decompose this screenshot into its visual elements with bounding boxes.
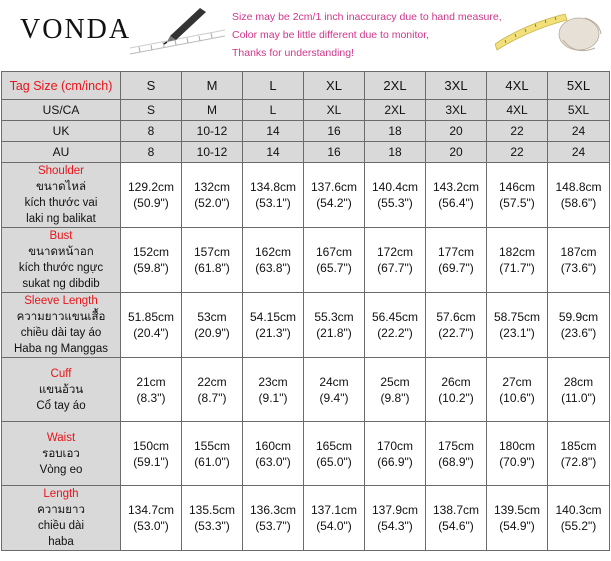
measure-cell: [121, 422, 182, 486]
cm-value: 180cm: [498, 438, 536, 453]
inch-value: (61.8"): [194, 261, 230, 275]
notice-line: Color may be little different due to monitor,: [232, 29, 430, 41]
cm-value: 58.75cm: [493, 310, 541, 324]
table-cell: 22: [487, 142, 548, 163]
measure-label: [2, 163, 121, 228]
measure-label-line: chiều dài: [37, 520, 85, 532]
measure-cell: [426, 486, 487, 551]
measure-label-line: Cổ tay áo: [36, 399, 86, 412]
measure-cell: [243, 486, 304, 551]
cm-value: 25cm: [380, 374, 410, 389]
table-cell: 5XL: [548, 100, 610, 121]
inch-value: (55.3"): [377, 196, 413, 210]
measure-label-line: sukat ng dibdib: [22, 278, 100, 290]
measure-label-line: laki ng balikat: [26, 213, 96, 225]
table-cell: 8: [121, 121, 182, 142]
sleeve-length-row: [2, 293, 610, 358]
inch-value: (54.3"): [377, 519, 413, 533]
inch-value: (59.8"): [133, 261, 169, 275]
table-cell: 14: [243, 121, 304, 142]
bust-row: [2, 228, 610, 293]
measure-cell: [365, 486, 426, 551]
size-header-cell: L: [243, 72, 304, 100]
table-cell: 10-12: [182, 142, 243, 163]
measure-cell: [304, 422, 365, 486]
size-header-cell: XL: [304, 72, 365, 100]
inch-value: (68.9"): [438, 454, 474, 469]
row-label: UK: [2, 121, 121, 142]
cm-value: 21cm: [136, 374, 166, 389]
measure-cell: [426, 293, 487, 358]
cm-value: 134.7cm: [127, 503, 175, 517]
us-ca-row: [2, 100, 610, 121]
measure-label: [2, 293, 121, 358]
cm-value: 139.5cm: [493, 503, 541, 517]
cm-value: 140.3cm: [555, 503, 602, 517]
cm-value: 22cm: [197, 374, 227, 389]
measure-label-en: Sleeve Length: [24, 295, 98, 307]
cm-value: 157cm: [193, 245, 231, 259]
measure-cell: [182, 293, 243, 358]
measure-cell: [182, 486, 243, 551]
inch-value: (65.0"): [316, 454, 352, 469]
measure-cell: [304, 358, 365, 422]
row-label: AU: [2, 142, 121, 163]
cm-value: 162cm: [254, 245, 292, 259]
measure-cell: [121, 228, 182, 293]
cm-value: 135.5cm: [188, 503, 236, 517]
inch-value: (21.8"): [316, 326, 352, 340]
pen-ruler-icon: [130, 6, 230, 56]
size-header-cell: 2XL: [365, 72, 426, 100]
measure-cell: [182, 163, 243, 228]
measure-cell: [365, 163, 426, 228]
cm-value: 182cm: [498, 245, 536, 259]
measure-label-line: kích thước vai: [24, 197, 98, 209]
measure-cell: [487, 228, 548, 293]
inch-value: (56.4"): [438, 196, 474, 210]
measure-cell: [182, 422, 243, 486]
inch-value: (20.9"): [194, 326, 230, 340]
measure-label-en: Length: [43, 488, 79, 500]
cm-value: 134.8cm: [249, 180, 297, 194]
cm-value: 24cm: [319, 374, 349, 389]
measure-label: [2, 358, 121, 422]
inch-value: (22.7"): [438, 326, 474, 340]
inch-value: (8.3"): [136, 390, 166, 405]
inch-value: (22.2"): [377, 326, 413, 340]
table-cell: S: [121, 100, 182, 121]
cm-value: 148.8cm: [555, 180, 602, 194]
table-cell: 2XL: [365, 100, 426, 121]
inch-value: (9.8"): [380, 390, 410, 405]
cm-value: 59.9cm: [558, 310, 599, 324]
measure-label-line: Vòng eo: [39, 463, 83, 476]
measure-cell: [426, 228, 487, 293]
measure-cell: [426, 163, 487, 228]
size-header-cell: M: [182, 72, 243, 100]
inch-value: (63.0"): [255, 454, 291, 469]
inch-value: (65.7"): [316, 261, 352, 275]
measure-label-en: Shoulder: [37, 165, 85, 177]
measure-cell: [487, 163, 548, 228]
measure-cell: [365, 358, 426, 422]
cm-value: 23cm: [258, 374, 288, 389]
notice-line: Size may be 2cm/1 inch inaccuracy due to hand measure,: [232, 11, 502, 23]
measure-cell: [548, 422, 610, 486]
cm-value: 28cm: [563, 374, 594, 389]
inch-value: (52.0"): [194, 196, 230, 210]
size-header-cell: S: [121, 72, 182, 100]
table-cell: 24: [548, 121, 610, 142]
cm-value: 165cm: [315, 438, 353, 453]
inch-value: (71.7"): [499, 261, 535, 275]
cm-value: 137.6cm: [310, 180, 358, 194]
inch-value: (73.6"): [560, 261, 597, 275]
inch-value: (58.6"): [560, 196, 597, 210]
cm-value: 138.7cm: [432, 503, 480, 517]
inch-value: (59.1"): [133, 454, 169, 469]
inch-value: (20.4"): [133, 326, 169, 340]
table-cell: 24: [548, 142, 610, 163]
measure-cell: [487, 486, 548, 551]
inch-value: (54.0"): [316, 519, 352, 533]
inch-value: (50.9"): [133, 196, 169, 210]
inch-value: (10.2"): [438, 390, 474, 405]
measure-cell: [304, 486, 365, 551]
measure-cell: [304, 293, 365, 358]
inch-value: (21.3"): [255, 326, 291, 340]
measure-label: [2, 228, 121, 293]
cm-value: 143.2cm: [432, 180, 480, 194]
measure-label-line: ความยาวแขนเสื้อ: [16, 311, 106, 323]
cm-value: 140.4cm: [371, 180, 419, 194]
cm-value: 152cm: [132, 245, 170, 259]
measure-label-en: Bust: [49, 230, 73, 242]
cuff-row: [2, 358, 610, 422]
inch-value: (66.9"): [377, 454, 413, 469]
measure-cell: [304, 228, 365, 293]
table-cell: 8: [121, 142, 182, 163]
cm-value: 129.2cm: [127, 180, 175, 194]
measure-cell: [548, 228, 610, 293]
inch-value: (54.2"): [316, 196, 352, 210]
measure-cell: [426, 422, 487, 486]
table-cell: XL: [304, 100, 365, 121]
table-cell: 20: [426, 121, 487, 142]
measure-cell: [548, 163, 610, 228]
measure-cell: [426, 358, 487, 422]
cm-value: 167cm: [315, 245, 353, 259]
inch-value: (11.0"): [561, 390, 596, 405]
measuring-tape-icon: [495, 4, 607, 66]
measure-label-en: Waist: [46, 431, 76, 444]
cm-value: 137.1cm: [310, 503, 358, 517]
measure-cell: [121, 163, 182, 228]
measure-cell: [182, 228, 243, 293]
measure-label-line: Haba ng Manggas: [14, 343, 108, 355]
length-row: [2, 486, 610, 551]
cm-value: 53cm: [197, 310, 227, 324]
header-banner: [0, 0, 611, 70]
measure-label: [2, 422, 121, 486]
cm-value: 137.9cm: [371, 503, 419, 517]
inch-value: (55.2"): [560, 519, 597, 533]
cm-value: 56.45cm: [371, 310, 419, 324]
tag-size-label: Tag Size (cm/inch): [2, 72, 121, 100]
inch-value: (61.0"): [194, 454, 230, 469]
inch-value: (67.7"): [377, 261, 413, 275]
measure-cell: [121, 358, 182, 422]
measure-cell: [365, 228, 426, 293]
table-cell: 18: [365, 121, 426, 142]
measure-label-line: ความยาว: [37, 504, 85, 516]
measure-label-line: ขนาดหน้าอก: [28, 246, 94, 258]
size-header-cell: 5XL: [548, 72, 610, 100]
measure-label-line: แขนอ้วน: [38, 383, 84, 396]
brand-logo: VONDA: [20, 14, 132, 45]
cm-value: 57.6cm: [436, 310, 476, 324]
measure-cell: [121, 293, 182, 358]
measure-cell: [243, 422, 304, 486]
measure-cell: [365, 293, 426, 358]
measure-label-line: haba: [48, 536, 74, 548]
inch-value: (53.1"): [255, 196, 291, 210]
table-cell: 3XL: [426, 100, 487, 121]
table-cell: 20: [426, 142, 487, 163]
cm-value: 175cm: [437, 438, 475, 453]
measure-label-line: รอบเอว: [42, 447, 80, 460]
cm-value: 170cm: [376, 438, 414, 453]
measure-label-line: ขนาดไหล่: [35, 181, 87, 193]
cm-value: 132cm: [193, 180, 231, 194]
table-cell: L: [243, 100, 304, 121]
inch-value: (9.4"): [319, 390, 349, 405]
cm-value: 136.3cm: [249, 503, 297, 517]
inch-value: (57.5"): [499, 196, 535, 210]
inch-value: (70.9"): [499, 454, 535, 469]
table-cell: 4XL: [487, 100, 548, 121]
inch-value: (54.9"): [499, 519, 535, 533]
measure-cell: [365, 422, 426, 486]
measure-cell: [121, 486, 182, 551]
cm-value: 172cm: [376, 245, 414, 259]
inch-value: (72.8"): [560, 454, 597, 469]
cm-value: 185cm: [560, 438, 597, 453]
size-header-cell: 4XL: [487, 72, 548, 100]
cm-value: 54.15cm: [249, 310, 297, 324]
cm-value: 160cm: [254, 438, 292, 453]
cm-value: 146cm: [498, 180, 536, 194]
inch-value: (53.3"): [194, 519, 230, 533]
measure-cell: [548, 358, 610, 422]
measure-label-line: kích thước ngực: [18, 262, 104, 274]
uk-row: [2, 121, 610, 142]
measure-cell: [243, 228, 304, 293]
inch-value: (53.7"): [255, 519, 291, 533]
measure-cell: [304, 163, 365, 228]
notice-text: [232, 8, 502, 62]
table-cell: 10-12: [182, 121, 243, 142]
cm-value: 55.3cm: [314, 310, 354, 324]
au-row: [2, 142, 610, 163]
table-cell: 16: [304, 121, 365, 142]
size-header-cell: 3XL: [426, 72, 487, 100]
inch-value: (23.1"): [499, 326, 535, 340]
table-cell: 18: [365, 142, 426, 163]
cm-value: 155cm: [193, 438, 231, 453]
inch-value: (69.7"): [438, 261, 474, 275]
cm-value: 187cm: [560, 245, 597, 259]
table-cell: 22: [487, 121, 548, 142]
measure-cell: [243, 358, 304, 422]
cm-value: 150cm: [132, 438, 170, 453]
inch-value: (9.1"): [258, 390, 288, 405]
inch-value: (8.7"): [197, 390, 227, 405]
measure-label-en: Cuff: [50, 367, 72, 380]
shoulder-row: [2, 163, 610, 228]
inch-value: (63.8"): [255, 261, 291, 275]
measure-cell: [548, 293, 610, 358]
waist-row: [2, 422, 610, 486]
table-cell: 14: [243, 142, 304, 163]
inch-value: (54.6"): [438, 519, 474, 533]
measure-cell: [548, 486, 610, 551]
size-chart-table: [1, 71, 610, 551]
cm-value: 27cm: [502, 374, 532, 389]
table-cell: M: [182, 100, 243, 121]
measure-cell: [487, 422, 548, 486]
measure-cell: [243, 293, 304, 358]
measure-label-line: chiều dài tay áo: [20, 327, 102, 339]
measure-cell: [487, 358, 548, 422]
tag-size-row: [2, 72, 610, 100]
measure-cell: [243, 163, 304, 228]
inch-value: (10.6"): [499, 390, 535, 405]
cm-value: 51.85cm: [127, 310, 175, 324]
inch-value: (23.6"): [560, 326, 597, 340]
row-label: US/CA: [2, 100, 121, 121]
notice-line: Thanks for understanding!: [232, 47, 354, 59]
measure-cell: [182, 358, 243, 422]
cm-value: 177cm: [437, 245, 475, 259]
table-cell: 16: [304, 142, 365, 163]
measure-label: [2, 486, 121, 551]
inch-value: (53.0"): [133, 519, 169, 533]
measure-cell: [487, 293, 548, 358]
cm-value: 26cm: [441, 374, 471, 389]
